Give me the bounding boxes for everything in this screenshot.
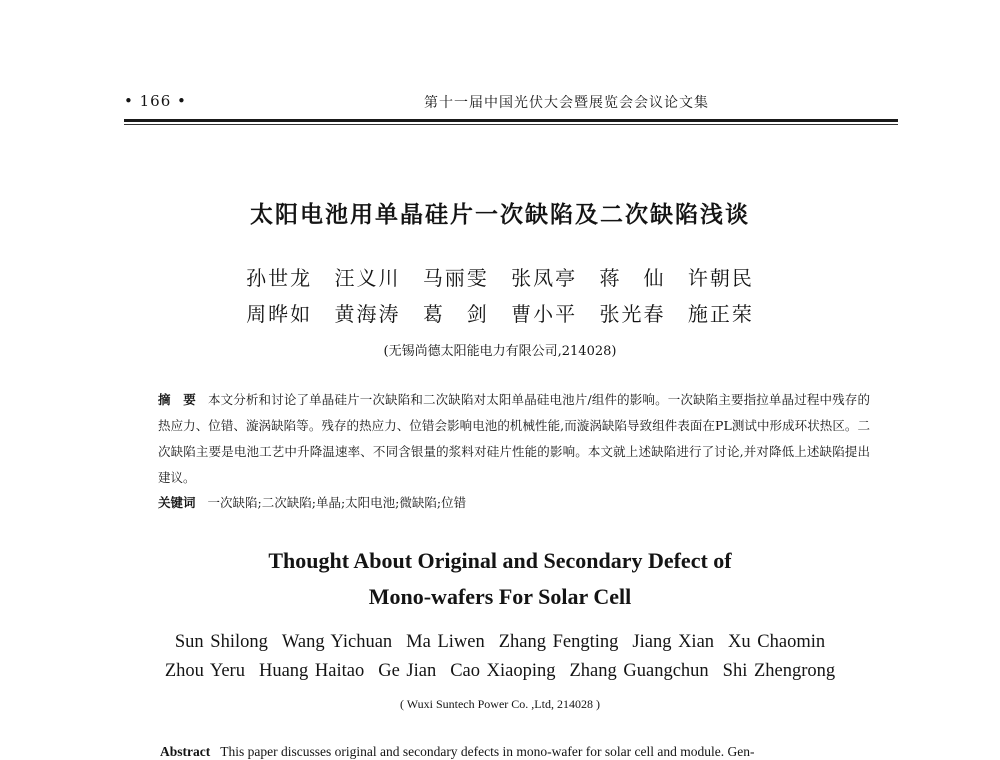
author-en: Ge Jian — [378, 661, 437, 681]
author-en: Wang Yichuan — [281, 632, 393, 652]
title-english-line2: Mono-wafers For Solar Cell — [368, 584, 632, 609]
authors-chinese-row1 — [0, 262, 1000, 291]
journal-title: 第十一届中国光伏大会暨展览会会议论文集 — [424, 95, 709, 111]
title-english-line1: Thought About Original and Secondary Defect of — [268, 548, 732, 573]
author-en: Huang Haitao — [258, 661, 365, 681]
page-number: • 166 • — [124, 92, 187, 110]
keywords-text-cn: 一次缺陷;二次缺陷;单晶;太阳电池;微缺陷;位错 — [207, 495, 467, 510]
abstract-chinese — [158, 387, 870, 491]
abstract-label-en: Abstract — [160, 744, 211, 759]
affiliation-chinese: (无锡尚德太阳能电力有限公司,214028) — [383, 344, 617, 359]
header-rule — [124, 119, 898, 122]
author-cn: 施正荣 — [687, 302, 754, 326]
author-cn: 汪义川 — [334, 266, 401, 290]
abstract-english — [160, 744, 872, 760]
author-cn: 孙世龙 — [246, 266, 313, 290]
author-cn: 蒋 仙 — [599, 266, 666, 290]
header-rule-thin — [124, 124, 898, 125]
author-en: Cao Xiaoping — [450, 661, 556, 681]
author-en: Jiang Xian — [632, 632, 715, 652]
authors-english-row1 — [0, 632, 1000, 653]
abstract-text-cn: 本文分析和讨论了单晶硅片一次缺陷和二次缺陷对太阳单晶硅电池片/组件的影响。一次缺陷主要指拉单晶过程中残存的热应力、位错、漩涡缺陷等。残存的热应力、位错会影响电池的机械性能,而漩涡缺陷导致组件表面在PL测试中形成环状热区。二次缺陷主要是电池工艺中升降温速率、不同含银量的浆料对硅片性能的影响。本文就上述缺陷进行了讨论,并对降低上述缺陷提出建议。 — [158, 392, 870, 485]
author-en: Sun Shilong — [174, 632, 268, 652]
author-cn: 周晔如 — [246, 302, 313, 326]
running-header — [124, 90, 900, 116]
author-en: Zhang Guangchun — [569, 661, 709, 681]
author-cn: 张光春 — [599, 302, 666, 326]
abstract-label-cn: 摘 要 — [158, 392, 196, 407]
author-cn: 马丽雯 — [422, 266, 489, 290]
keywords-label-cn: 关键词 — [158, 495, 196, 510]
title-chinese: 太阳电池用单晶硅片一次缺陷及二次缺陷浅谈 — [250, 202, 750, 228]
authors-english-row2 — [0, 661, 1000, 682]
affiliation-english: ( Wuxi Suntech Power Co. ,Ltd, 214028 ) — [400, 697, 600, 711]
author-en: Xu Chaomin — [728, 632, 826, 652]
author-cn: 葛 剑 — [422, 302, 489, 326]
author-cn: 曹小平 — [511, 302, 578, 326]
authors-chinese-row2 — [0, 298, 1000, 327]
author-cn: 黄海涛 — [334, 302, 401, 326]
author-en: Zhou Yeru — [164, 661, 245, 681]
author-cn: 张凤亭 — [511, 266, 578, 290]
abstract-text-en: This paper discusses original and secondary defects in mono-wafer for solar cell and module. Gen- — [220, 744, 755, 759]
keywords-chinese — [158, 493, 870, 511]
author-en: Shi Zhengrong — [722, 661, 836, 681]
author-en: Zhang Fengting — [498, 632, 619, 652]
author-cn: 许朝民 — [687, 266, 754, 290]
author-en: Ma Liwen — [406, 632, 485, 652]
